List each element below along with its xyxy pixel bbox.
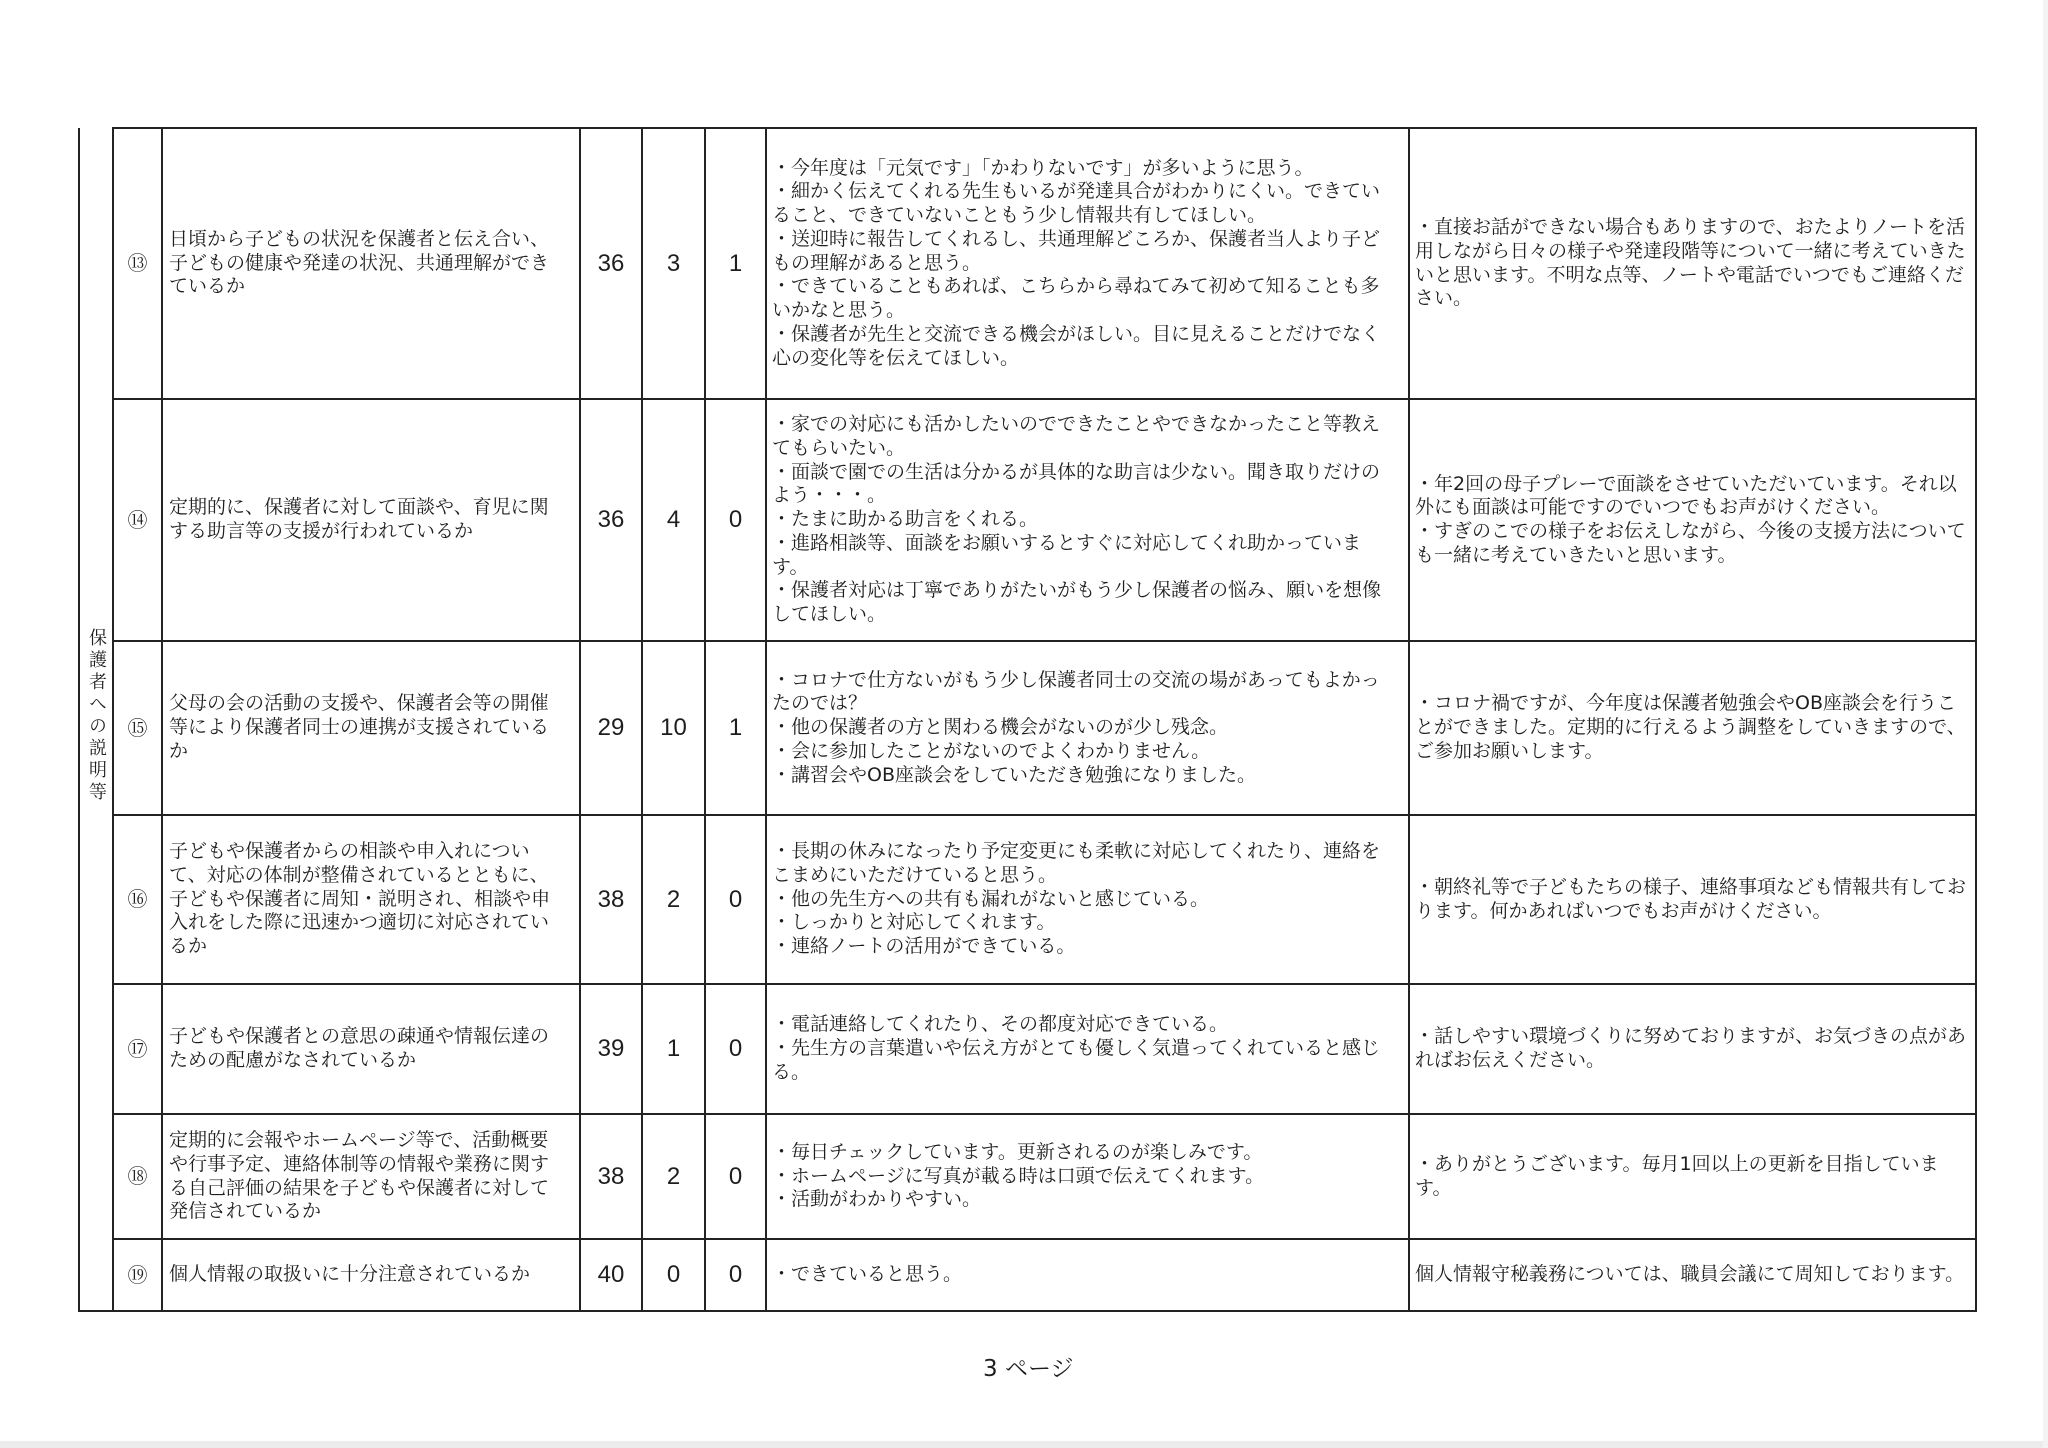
response-cell xyxy=(1409,641,1976,815)
response-cell xyxy=(1409,128,1976,399)
response-item: ・朝終礼等で子どもたちの様子、連絡事項なども情報共有しております。何かあればいつでもお声がけください。 xyxy=(1415,875,1967,922)
count-col-2: 1 xyxy=(642,984,705,1114)
comment-item: ・コロナで仕方ないがもう少し保護者同士の交流の場があってもよかったのでは？ xyxy=(772,668,1380,715)
count-col-1: 29 xyxy=(580,641,642,815)
comment-item: ・今年度は「元気です」「かわりないです」が多いように思う。 xyxy=(772,156,1314,179)
scan-edge-right xyxy=(2043,0,2048,1448)
comment-item: ・家での対応にも活かしたいのでできたことやできなかったこと等教えてもらいたい。 xyxy=(772,413,1381,459)
count-col-2: 0 xyxy=(642,1239,705,1311)
count-col-2: 2 xyxy=(642,815,705,984)
response-item: ・コロナ禍ですが、今年度は保護者勉強会やOB座談会を行うことができました。定期的に行えるよう調整をしていきますので、ご参加お願いします。 xyxy=(1415,692,1966,762)
table-row xyxy=(79,399,1976,641)
comment-item: ・たまに助かる助言をくれる。 xyxy=(772,508,1039,531)
parent-comments-cell xyxy=(766,641,1409,815)
evaluation-table xyxy=(78,127,1977,1312)
question-cell: 定期的に会報やホームページ等で、活動概要や行事予定、連絡体制等の情報や業務に関する自己評価の結果を子どもや保護者に対して発信されているか xyxy=(162,1114,580,1239)
comment-item: ・面談で園での生活は分かるが具体的な助言は少ない。聞き取りだけのよう・・・。 xyxy=(772,460,1381,507)
comment-item: ・講習会やOB座談会をしていただき勉強になりました。 xyxy=(772,763,1256,786)
response-cell xyxy=(1409,1239,1976,1311)
count-col-3: 0 xyxy=(705,1114,766,1239)
count-col-1: 39 xyxy=(580,984,642,1114)
comment-item: ・先生方の言葉遣いや伝え方がとても優しく気遣ってくれていると感じる。 xyxy=(772,1037,1381,1083)
item-number: ⑬ xyxy=(113,128,162,399)
response-cell xyxy=(1409,399,1976,641)
comment-item: ・会に参加したことがないのでよくわかりません。 xyxy=(772,739,1211,762)
count-col-3: 0 xyxy=(705,815,766,984)
item-number: ⑰ xyxy=(113,984,162,1114)
category-cell xyxy=(79,128,113,1311)
comment-item: ・送迎時に報告してくれるし、共通理解どころか、保護者当人より子どもの理解があると思う。 xyxy=(772,227,1381,274)
table-row xyxy=(79,815,1976,984)
question-cell: 子どもや保護者からの相談や申入れについて、対応の体制が整備されているとともに、子どもや保護者に周知・説明され、相談や申入れをした際に迅速かつ適切に対応されているか xyxy=(162,815,580,984)
response-cell xyxy=(1409,1114,1976,1239)
comment-item: ・毎日チェックしています。更新されるのが楽しみです。 xyxy=(772,1140,1263,1163)
comment-item: ・ホームページに写真が載る時は口頭で伝えてくれます。 xyxy=(772,1164,1265,1187)
question-cell: 子どもや保護者との意思の疎通や情報伝達のための配慮がなされているか xyxy=(162,984,580,1114)
count-col-3: 1 xyxy=(705,641,766,815)
table-row xyxy=(79,1239,1976,1311)
comment-item: ・できていることもあれば、こちらから尋ねてみて初めて知ることも多いかなと思う。 xyxy=(772,275,1380,322)
comment-item: ・電話連絡してくれたり、その都度対応できている。 xyxy=(772,1013,1229,1036)
comment-item: ・連絡ノートの活用ができている。 xyxy=(772,935,1076,958)
item-number: ⑱ xyxy=(113,1114,162,1239)
question-cell: 個人情報の取扱いに十分注意されているか xyxy=(162,1239,580,1311)
response-item: ・年2回の母子プレーで面談をさせていただいています。それ以外にも面談は可能ですのでいつでもお声がけください。 xyxy=(1415,472,1957,519)
comment-item: ・保護者が先生と交流できる機会がほしい。目に見えることだけでなく心の変化等を伝えてほしい。 xyxy=(772,322,1381,369)
count-col-1: 40 xyxy=(580,1239,642,1311)
count-col-2: 2 xyxy=(642,1114,705,1239)
question-cell: 父母の会の活動の支援や、保護者会等の開催等により保護者同士の連携が支援されているか xyxy=(162,641,580,815)
table-row xyxy=(79,1114,1976,1239)
response-item: ・ありがとうございます。毎月1回以上の更新を目指しています。 xyxy=(1415,1152,1939,1199)
count-col-2: 10 xyxy=(642,641,705,815)
comment-item: ・他の先生方への共有も漏れがないと感じている。 xyxy=(772,887,1210,910)
parent-comments-cell xyxy=(766,815,1409,984)
response-item: ・すぎのこでの様子をお伝えしながら、今後の支援方法についても一緒に考えていきたいと思います。 xyxy=(1415,520,1966,566)
comment-item: ・長期の休みになったり予定変更にも柔軟に対応してくれたり、連絡をこまめにいただけていると思う。 xyxy=(772,840,1381,886)
table-row xyxy=(79,984,1976,1114)
count-col-1: 38 xyxy=(580,815,642,984)
count-col-3: 0 xyxy=(705,1239,766,1311)
comment-item: ・しっかりと対応してくれます。 xyxy=(772,911,1056,934)
item-number: ⑮ xyxy=(113,641,162,815)
count-col-2: 3 xyxy=(642,128,705,399)
parent-comments-cell xyxy=(766,1114,1409,1239)
count-col-3: 0 xyxy=(705,399,766,641)
count-col-3: 0 xyxy=(705,984,766,1114)
scan-edge-bottom xyxy=(0,1441,2048,1448)
count-col-1: 38 xyxy=(580,1114,642,1239)
response-cell xyxy=(1409,984,1976,1114)
page-number: 3 ページ xyxy=(983,1356,1074,1382)
response-item: ・話しやすい環境づくりに努めておりますが、お気づきの点があればお伝えください。 xyxy=(1415,1025,1967,1071)
response-item: ・直接お話ができない場合もありますので、おたよりノートを活用しながら日々の様子や発達段階等について一緒に考えていきたいと思います。不明な点等、ノートや電話でいつでもご連絡ください。 xyxy=(1415,216,1966,310)
parent-comments-cell xyxy=(766,1239,1409,1311)
response-cell xyxy=(1409,815,1976,984)
count-col-3: 1 xyxy=(705,128,766,399)
item-number: ⑲ xyxy=(113,1239,162,1311)
parent-comments-cell xyxy=(766,399,1409,641)
category-label: 保護者への説明等 xyxy=(86,627,107,804)
comment-item: ・進路相談等、面談をお願いするとすぐに対応してくれ助かっています。 xyxy=(772,531,1362,578)
item-number: ⑭ xyxy=(113,399,162,641)
table-row xyxy=(79,128,1976,399)
comment-item: ・細かく伝えてくれる先生もいるが発達具合がわかりにくい。できていること、できていないこともう少し情報共有してほしい。 xyxy=(772,180,1381,227)
comment-item: ・保護者対応は丁寧でありがたいがもう少し保護者の悩み、願いを想像してほしい。 xyxy=(772,579,1382,626)
comment-item: ・他の保護者の方と関わる機会がないのが少し残念。 xyxy=(772,716,1229,739)
comment-item: ・できていると思う。 xyxy=(772,1263,963,1286)
comment-item: ・活動がわかりやすい。 xyxy=(772,1188,982,1211)
table-row xyxy=(79,641,1976,815)
parent-comments-cell xyxy=(766,128,1409,399)
parent-comments-cell xyxy=(766,984,1409,1114)
question-cell: 定期的に、保護者に対して面談や、育児に関する助言等の支援が行われているか xyxy=(162,399,580,641)
count-col-1: 36 xyxy=(580,399,642,641)
count-col-2: 4 xyxy=(642,399,705,641)
item-number: ⑯ xyxy=(113,815,162,984)
response-item: 個人情報守秘義務については、職員会議にて周知しております。 xyxy=(1415,1263,1965,1286)
question-cell: 日頃から子どもの状況を保護者と伝え合い、子どもの健康や発達の状況、共通理解ができているか xyxy=(162,128,580,399)
count-col-1: 36 xyxy=(580,128,642,399)
